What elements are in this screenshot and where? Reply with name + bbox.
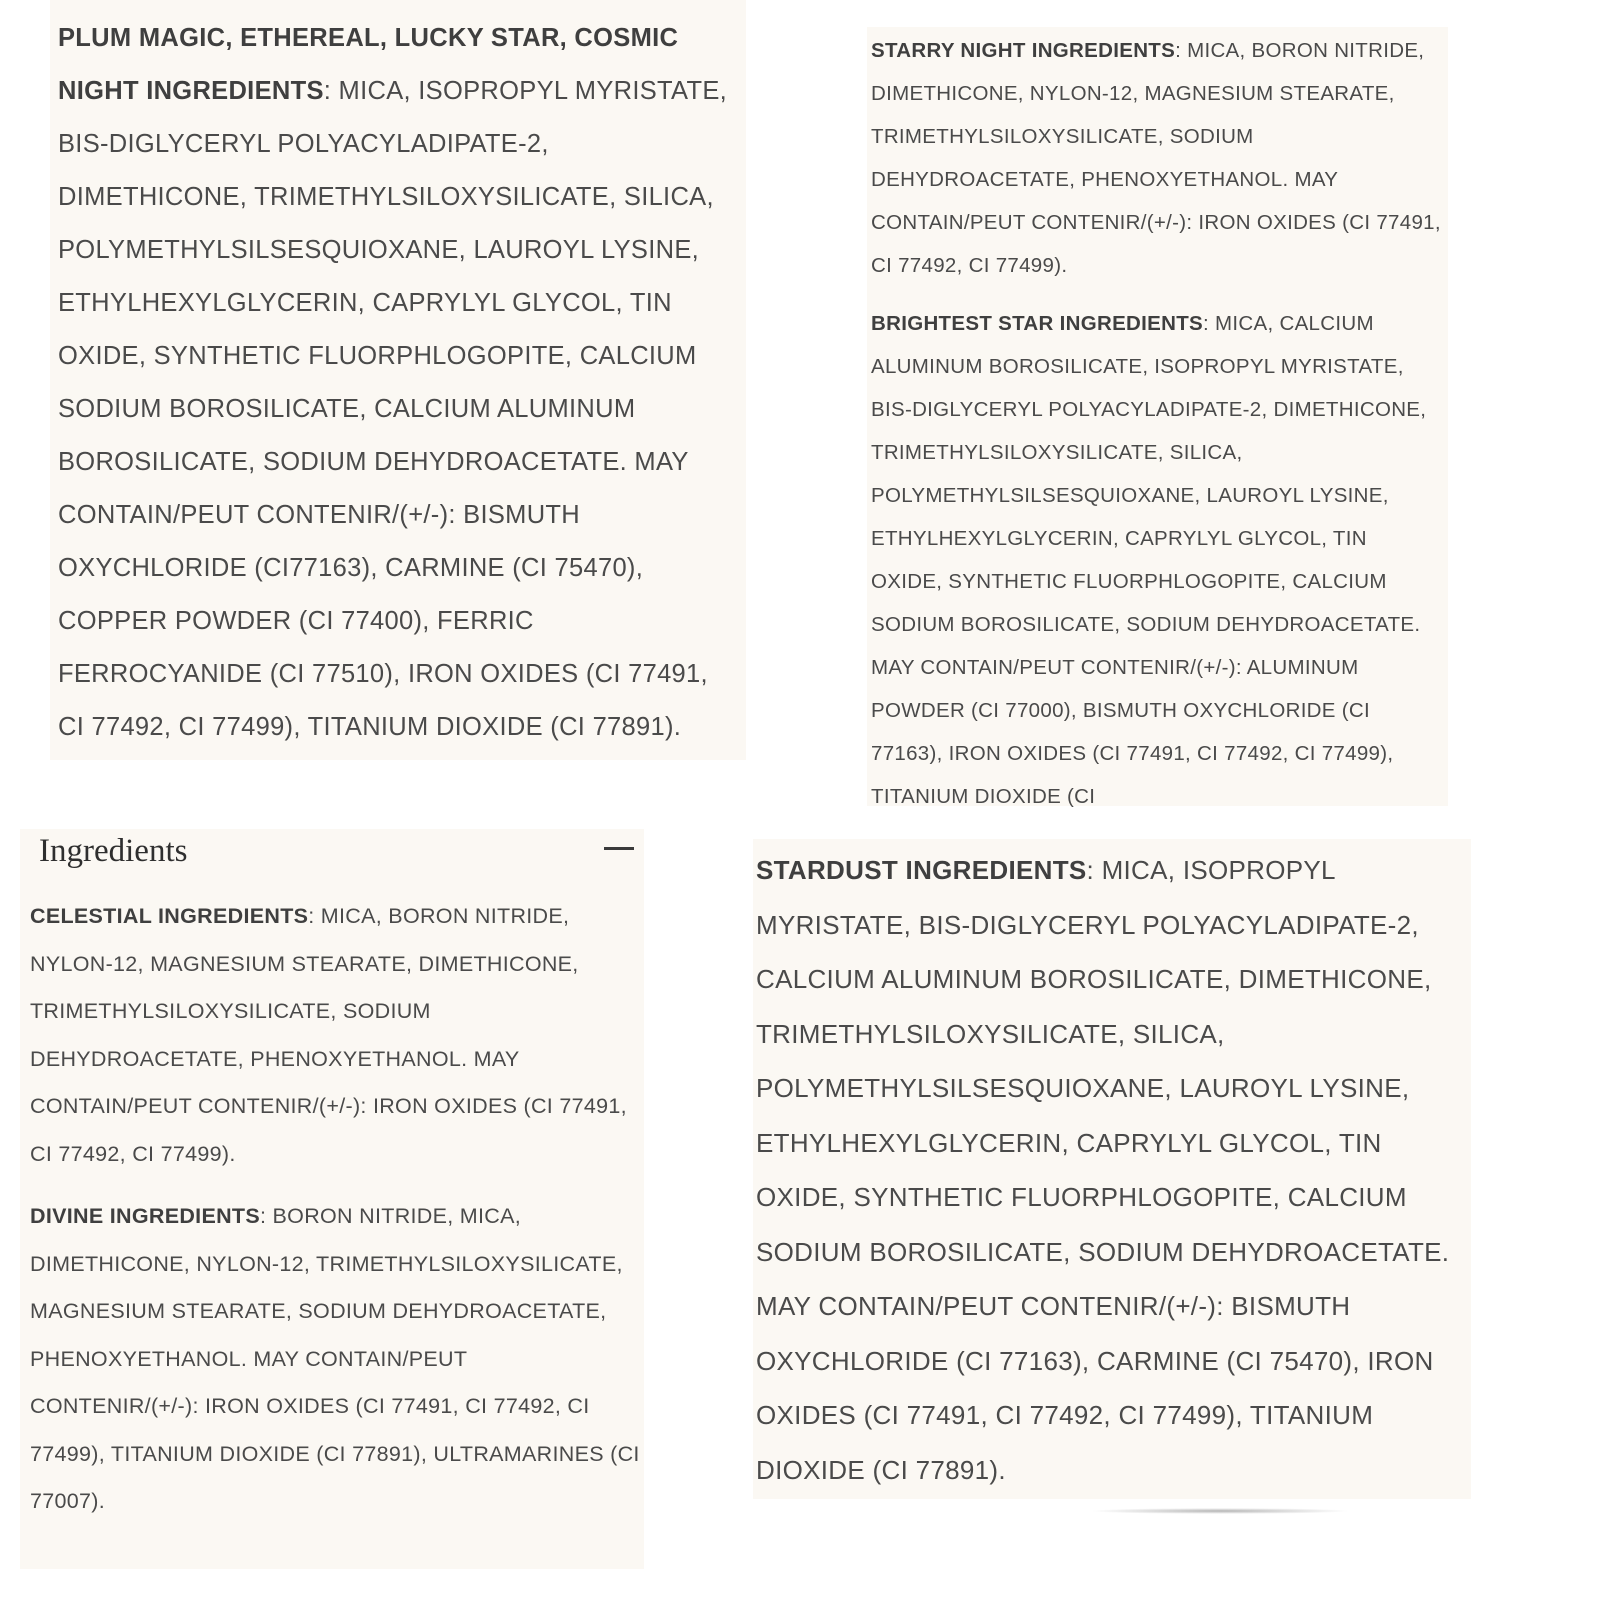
brightest-star-ingredients-list: : MICA, CALCIUM ALUMINUM BOROSILICATE, ISOPROPYL MYRISTATE, BIS-DIGLYCERYL POLYACYLADIPATE-2, DIMETHICONE, TRIMETHYLSILOXYSILICATE, SILICA, POLYMETHYLSILSESQUIOXANE, LAUROYL LYSINE, ETHYLHEXYLGLYCERIN, CAPRYLYL GLYCOL, TIN OXIDE, SYNTHETIC FLUORPHLOGOPITE, CALCIUM SODIUM BOROSILICATE, SODIUM DEHYDROACETATE. MAY CONTAIN/PEUT CONTENIR/(+/-): ALUMINUM POWDER (CI 77000), BISMUTH OXYCHLORIDE (CI 77163), IRON OXIDES (CI 77491, CI 77492, CI 77499), TITANIUM DIOXIDE (CI bbox=[871, 312, 1427, 808]
minus-icon[interactable] bbox=[604, 847, 634, 850]
plum-magic-ingredients-text bbox=[58, 12, 738, 754]
divine-ingredients-heading: DIVINE INGREDIENTS bbox=[30, 1204, 260, 1228]
plum-magic-ingredients-panel bbox=[50, 0, 746, 760]
starry-night-ingredients-text bbox=[871, 29, 1442, 287]
stardust-ingredients-list: : MICA, ISOPROPYL MYRISTATE, BIS-DIGLYCERYL POLYACYLADIPATE-2, CALCIUM ALUMINUM BOROSILICATE, DIMETHICONE, TRIMETHYLSILOXYSILICATE, SILICA, POLYMETHYLSILSESQUIOXANE, LAUROYL LYSINE, ETHYLHEXYLGLYCERIN, CAPRYLYL GLYCOL, TIN OXIDE, SYNTHETIC FLUORPHLOGOPITE, CALCIUM SODIUM BOROSILICATE, SODIUM DEHYDROACETATE. MAY CONTAIN/PEUT CONTENIR/(+/-): BISMUTH OXYCHLORIDE (CI 77163), CARMINE (CI 75470), IRON OXIDES (CI 77491, CI 77492, CI 77499), TITANIUM DIOXIDE (CI 77891). bbox=[756, 855, 1450, 1485]
plum-magic-ingredients-heading: PLUM MAGIC, ETHEREAL, LUCKY STAR, COSMIC NIGHT INGREDIENTS bbox=[58, 24, 679, 105]
celestial-ingredients-text bbox=[30, 893, 640, 1178]
starry-night-ingredients-list: : MICA, BORON NITRIDE, DIMETHICONE, NYLON-12, MAGNESIUM STEARATE, TRIMETHYLSILOXYSILICATE, SODIUM DEHYDROACETATE, PHENOXYETHANOL. MAY CONTAIN/PEUT CONTENIR/(+/-): IRON OXIDES (CI 77491, CI 77492, CI 77499). bbox=[871, 39, 1441, 277]
celestial-ingredients-list: : MICA, BORON NITRIDE, NYLON-12, MAGNESIUM STEARATE, DIMETHICONE, TRIMETHYLSILOXYSILICATE, SODIUM DEHYDROACETATE, PHENOXYETHANOL. MAY CONTAIN/PEUT CONTENIR/(+/-): IRON OXIDES (CI 77491, CI 77492, CI 77499). bbox=[30, 904, 627, 1166]
panel-shadow-divider bbox=[1090, 1508, 1350, 1514]
starry-brightest-ingredients-panel bbox=[867, 27, 1448, 806]
stardust-ingredients-heading: STARDUST INGREDIENTS bbox=[756, 855, 1087, 885]
ingredients-accordion bbox=[20, 829, 644, 1569]
ingredients-section-title: Ingredients bbox=[39, 833, 188, 869]
stardust-ingredients-text bbox=[756, 843, 1463, 1497]
ingredients-accordion-header[interactable] bbox=[30, 829, 640, 881]
plum-magic-ingredients-list: : MICA, ISOPROPYL MYRISTATE, BIS-DIGLYCERYL POLYACYLADIPATE-2, DIMETHICONE, TRIMETHYLSILOXYSILICATE, SILICA, POLYMETHYLSILSESQUIOXANE, LAUROYL LYSINE, ETHYLHEXYLGLYCERIN, CAPRYLYL GLYCOL, TIN OXIDE, SYNTHETIC FLUORPHLOGOPITE, CALCIUM SODIUM BOROSILICATE, CALCIUM ALUMINUM BOROSILICATE, SODIUM DEHYDROACETATE. MAY CONTAIN/PEUT CONTENIR/(+/-): BISMUTH OXYCHLORIDE (CI77163), CARMINE (CI 75470), COPPER POWDER (CI 77400), FERRIC FERROCYANIDE (CI 77510), IRON OXIDES (CI 77491, CI 77492, CI 77499), TITANIUM DIOXIDE (CI 77891). bbox=[58, 77, 728, 741]
brightest-star-ingredients-heading: BRIGHTEST STAR INGREDIENTS bbox=[871, 312, 1204, 335]
stardust-ingredients-panel bbox=[753, 839, 1471, 1499]
starry-night-ingredients-heading: STARRY NIGHT INGREDIENTS bbox=[871, 39, 1176, 62]
celestial-ingredients-heading: CELESTIAL INGREDIENTS bbox=[30, 904, 309, 928]
brightest-star-ingredients-text bbox=[871, 302, 1442, 818]
divine-ingredients-list: : BORON NITRIDE, MICA, DIMETHICONE, NYLON-12, TRIMETHYLSILOXYSILICATE, MAGNESIUM STEARATE, SODIUM DEHYDROACETATE, PHENOXYETHANOL. MAY CONTAIN/PEUT CONTENIR/(+/-): IRON OXIDES (CI 77491, CI 77492, CI 77499), TITANIUM DIOXIDE (CI 77891), ULTRAMARINES (CI 77007). bbox=[30, 1204, 640, 1513]
ingredients-accordion-body bbox=[30, 881, 640, 1526]
divine-ingredients-text bbox=[30, 1193, 640, 1526]
